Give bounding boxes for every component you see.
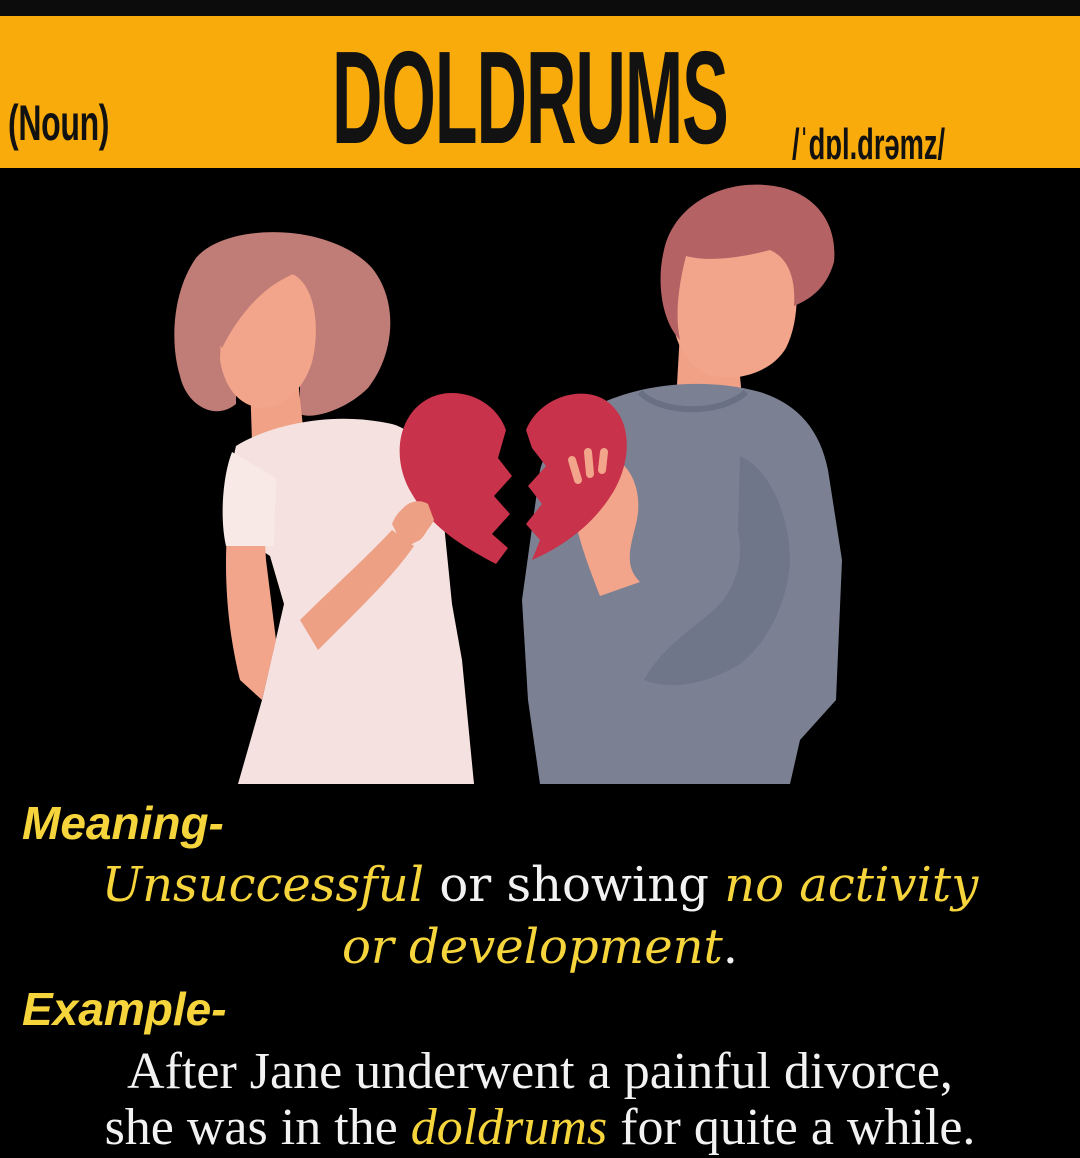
example-label: Example-: [22, 983, 227, 1035]
example-line-1: After Jane underwent a painful divorce,: [127, 1043, 953, 1100]
example-highlight-doldrums: doldrums: [410, 1099, 608, 1156]
meaning-definition: [0, 854, 1080, 978]
example-sentence: [0, 1044, 1080, 1156]
pronunciation: /ˈdɒl.drəmz/: [792, 120, 946, 169]
meaning-highlight-no-activity: no activity: [724, 857, 979, 913]
broken-heart-couple-illustration: [0, 168, 1080, 788]
meaning-highlight-development: or development: [341, 919, 723, 975]
part-of-speech: (Noun): [8, 95, 110, 151]
title-banner: [0, 16, 1080, 171]
example-line-2-end: for quite a while.: [607, 1099, 976, 1156]
meaning-highlight-unsuccessful: Unsuccessful: [101, 857, 425, 913]
top-strip: [0, 0, 1080, 16]
meaning-label: Meaning-: [22, 797, 224, 849]
headword-title: DOLDRUMS: [332, 24, 728, 171]
meaning-plain-text: or showing: [424, 857, 725, 913]
example-line-2-start: she was in the: [104, 1099, 411, 1156]
meaning-period: .: [722, 919, 739, 975]
